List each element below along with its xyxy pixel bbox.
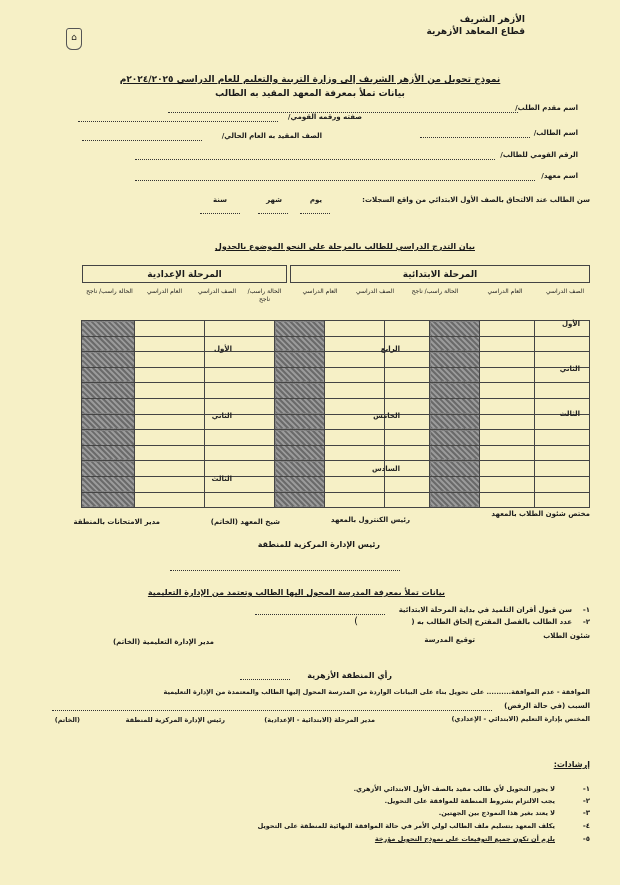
day-label: يوم — [309, 196, 322, 204]
institute-name-label: اسم معهد/ — [541, 172, 578, 180]
student-name-label: اسم الطالب/ — [533, 129, 578, 137]
grade-label-p5: الخامس — [373, 412, 400, 420]
sig-control-head: رئيس الكنترول بالمعهد — [330, 516, 410, 524]
col-primary-year: العام الدراسي — [487, 288, 523, 295]
table-row — [82, 367, 590, 383]
grade-label-p2: الثاني — [559, 365, 580, 373]
school-item-2-num: ٢- — [582, 618, 590, 626]
school-item-1-num: ١- — [582, 606, 590, 614]
instruction-5-num: ٥- — [582, 835, 590, 843]
col-primary-grade-2: الصف الدراسي — [355, 288, 395, 295]
instruction-4-num: ٤- — [582, 822, 590, 830]
region-opinion-title: رأي المنطقة الأزهرية — [307, 671, 392, 680]
relation-label: صفته ورقمه القومي/ — [287, 113, 362, 121]
table-row — [82, 398, 590, 414]
national-id-label: الرقم القومي للطالب/ — [500, 151, 578, 159]
grade-label-p3: الثالث — [559, 410, 580, 418]
table-row — [82, 414, 590, 430]
prep-stage-header: المرحلة الإعدادية — [82, 265, 287, 283]
sig-sheikh: شيخ المعهد (الخاتم) — [210, 518, 280, 526]
region-decision-line: الموافقة - عدم الموافقة.......... على تحويل بناء على البيانات الواردة من المدرسة المحول إليها الطالب والمعتمدة من الإدارة التعليمية — [163, 688, 590, 696]
instruction-5: يلزم أن تكون جميع التوقيعات على نموذج التحويل مؤرخة — [374, 835, 555, 843]
current-grade-line[interactable] — [82, 140, 202, 141]
table-row — [82, 461, 590, 477]
year-line[interactable] — [200, 213, 240, 214]
table-row — [82, 352, 590, 368]
central-admin-label: رئيس الإدارة المركزية للمنطقة — [257, 540, 380, 549]
national-id-line[interactable] — [135, 159, 495, 160]
instruction-2-num: ٢- — [582, 797, 590, 805]
instruction-3-num: ٣- — [582, 809, 590, 817]
age-label: سن الطالب عند الالتحاق بالصف الأول الابتدائي من واقع السجلات: — [362, 196, 590, 204]
grade-label-e2: الثاني — [211, 412, 232, 420]
student-affairs-label: شئون الطلاب — [543, 632, 590, 640]
region-opinion-line[interactable] — [240, 679, 290, 680]
form-subtitle: بيانات تملأ بمعرفة المعهد المقيد به الطالب — [215, 89, 405, 99]
institution-header — [427, 14, 526, 38]
col-primary-status: الحالة راسب/ ناجح — [411, 288, 459, 295]
grade-label-p6: السادس — [371, 465, 400, 473]
sig-seal: (الخاتم) — [54, 716, 80, 724]
col-prep-status: الحالة راسب/ ناجح — [86, 288, 133, 295]
table-row — [82, 430, 590, 446]
sig-exams-manager: مدير الامتحانات بالمنطقة — [73, 518, 160, 526]
sig-specialist: المختص بإدارة التعليم (الابتدائي - الإعدادي) — [451, 715, 590, 723]
grade-label-p4: الرابع — [380, 345, 400, 353]
relation-line[interactable] — [78, 121, 278, 122]
school-item-1-line[interactable] — [255, 614, 385, 615]
sig-stage-manager: مدير المرحلة (الابتدائية - الإعدادية) — [264, 716, 375, 724]
month-label: شهر — [266, 196, 282, 204]
instruction-2: يجب الالتزام بشروط المنطقة للموافقة على التحويل. — [384, 797, 555, 805]
col-primary-grade: الصف الدراسي — [545, 288, 585, 295]
current-grade-label: الصف المقيد به العام الحالي/ — [221, 132, 322, 140]
table-row — [82, 476, 590, 492]
table-row — [82, 336, 590, 352]
table-row — [82, 321, 590, 337]
col-primary-status-2: الحالة راسب/ ناجح — [247, 288, 282, 303]
sig-student-affairs: مختص شئون الطلاب بالمعهد — [491, 510, 590, 518]
rejection-reason-line[interactable] — [52, 710, 492, 711]
col-prep-grade: الصف الدراسي — [197, 288, 237, 295]
edu-admin-manager-label: مدير الإدارة التعليمية (الخاتم) — [112, 638, 214, 646]
header-line-1: الأزهر الشريف — [459, 15, 525, 25]
school-item-2: عدد الطالب بالفصل المقترح إلحاق الطالب به ( — [411, 618, 572, 626]
table-row — [82, 383, 590, 399]
grade-label-e3: الثالث — [211, 475, 232, 483]
seal-icon: ⌂ — [66, 28, 82, 50]
school-item-2-close-paren: ) — [354, 616, 358, 627]
sig-region-head: رئيس الإدارة المركزية للمنطقة — [125, 716, 225, 724]
school-sign-label: توقيع المدرسة — [424, 636, 475, 644]
instruction-4: يكلف المعهد بتسليم ملف الطالب لولي الأمر في حالة الموافقة النهائية للمنطقة على التحويل — [257, 822, 555, 830]
primary-stage-header: المرحلة الابتدائية — [290, 265, 590, 283]
grade-label-e1: الأول — [213, 345, 232, 353]
instructions-title: إرشادات: — [553, 760, 590, 769]
progress-table — [81, 320, 590, 508]
applicant-name-label: اسم مقدم الطلب/ — [515, 104, 578, 112]
col-primary-year-2: العام الدراسي — [302, 288, 338, 295]
grade-label-p1: الأول — [561, 320, 580, 328]
rejection-reason-label: السبب (في حالة الرفض) — [504, 702, 590, 710]
instruction-1-num: ١- — [582, 785, 590, 793]
central-admin-signature-line[interactable] — [170, 570, 400, 571]
form-title: نموذج تحويل من الأزهر الشريف إلى وزارة التربية والتعليم للعام الدراسي ٢٠٢٤/٢٠٢٥م — [119, 75, 501, 85]
header-line-2: قطاع المعاهد الأزهرية — [426, 27, 525, 37]
day-line[interactable] — [300, 213, 330, 214]
school-section-title: بيانات تملأ بمعرفة المدرسة المحول اليها الطالب وتعتمد من الإدارة التعليمية — [147, 588, 445, 597]
instruction-3: لا يعتد بغير هذا النموذج بين الجهتين. — [438, 809, 555, 817]
month-line[interactable] — [258, 213, 288, 214]
table-row — [82, 492, 590, 508]
instruction-1: لا يجوز التحويل لأي طالب مقيد بالصف الأول الابتدائي الأزهري. — [353, 785, 555, 793]
student-name-line[interactable] — [420, 137, 530, 138]
table-row — [82, 445, 590, 461]
col-prep-year: العام الدراسي — [146, 288, 183, 295]
year-label: سنة — [213, 196, 227, 204]
table-section-title: بيان التدرج الدراسي للطالب بالمرحلة على النحو الموضوع بالجدول — [214, 242, 475, 251]
institute-name-line[interactable] — [135, 180, 535, 181]
school-item-1: سن قبول أقران التلميذ في بداية المرحلة الابتدائية — [398, 606, 572, 614]
